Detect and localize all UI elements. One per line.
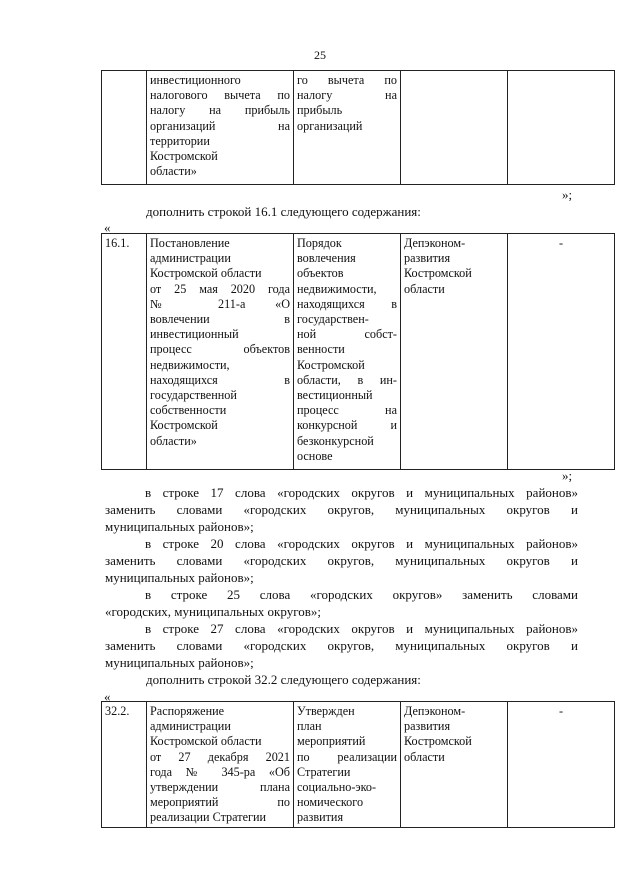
cell-document: Постановление администрации Костромской области от 25 мая 2020 года № 211-а «О вовлечении в инвестиционный процесс объектов недвижимости, находящихся в государственной собственности Костромской области» bbox=[147, 234, 294, 470]
instruction-add-32-2: дополнить строкой 32.2 следующего содержания: bbox=[146, 672, 421, 687]
cell-document: Распоряжение администрации Костромской области от 27 декабря 2021 года № 345-ра «Об утверждении плана мероприятий по реализации Стратегии bbox=[147, 702, 294, 828]
page-number: 25 bbox=[314, 48, 326, 62]
cell-subject: го вычета по налогу на прибыль организаций bbox=[294, 71, 401, 185]
cell-document: инвестиционного налогового вычета по налогу на прибыль организаций на территории Костромской области» bbox=[147, 71, 294, 185]
cell-subject: Порядок вовлечения объектов недвижимости, находящихся в государствен- ной собст- венности Костромской области, в ин- вестиционный процесс на конкурсной и безконкурсной основе bbox=[294, 234, 401, 470]
cell-number: 32.2. bbox=[102, 702, 147, 828]
table-row bbox=[102, 702, 615, 828]
opening-quote: « bbox=[104, 220, 111, 235]
instruction-add-16-1: дополнить строкой 16.1 следующего содержания: bbox=[146, 204, 421, 219]
cell-note bbox=[508, 71, 615, 185]
cell-note: - bbox=[508, 234, 615, 470]
opening-quote: « bbox=[104, 689, 111, 704]
closing-quote: »; bbox=[562, 468, 573, 483]
cell-responsible: Депэконом- развития Костромской области bbox=[401, 234, 508, 470]
paragraph-row-27: в строке 27 слова «городских округов и муниципальных районов» заменить словами «городских округов, муниципальных округов и муниципальных районов»; bbox=[105, 621, 578, 670]
cell-number bbox=[102, 71, 147, 185]
table-row-16-1 bbox=[101, 233, 615, 470]
cell-note: - bbox=[508, 702, 615, 828]
paragraph-row-25: в строке 25 слова «городских округов» заменить словами «городских, муниципальных округов»; bbox=[105, 587, 578, 619]
cell-responsible bbox=[401, 71, 508, 185]
table-row bbox=[102, 71, 615, 185]
table-row bbox=[102, 234, 615, 470]
table-row-32-2 bbox=[101, 701, 615, 828]
cell-subject: Утвержден план мероприятий по реализации Стратегии социально-эко- номического развития bbox=[294, 702, 401, 828]
table-continuation bbox=[101, 70, 615, 185]
paragraph-row-20: в строке 20 слова «городских округов и муниципальных районов» заменить словами «городских округов, муниципальных округов и муниципальных районов»; bbox=[105, 536, 578, 585]
cell-number: 16.1. bbox=[102, 234, 147, 470]
paragraph-row-17: в строке 17 слова «городских округов и муниципальных районов» заменить словами «городских округов, муниципальных округов и муниципальных районов»; bbox=[105, 485, 578, 534]
closing-quote: »; bbox=[562, 187, 573, 202]
cell-responsible: Депэконом- развития Костромской области bbox=[401, 702, 508, 828]
